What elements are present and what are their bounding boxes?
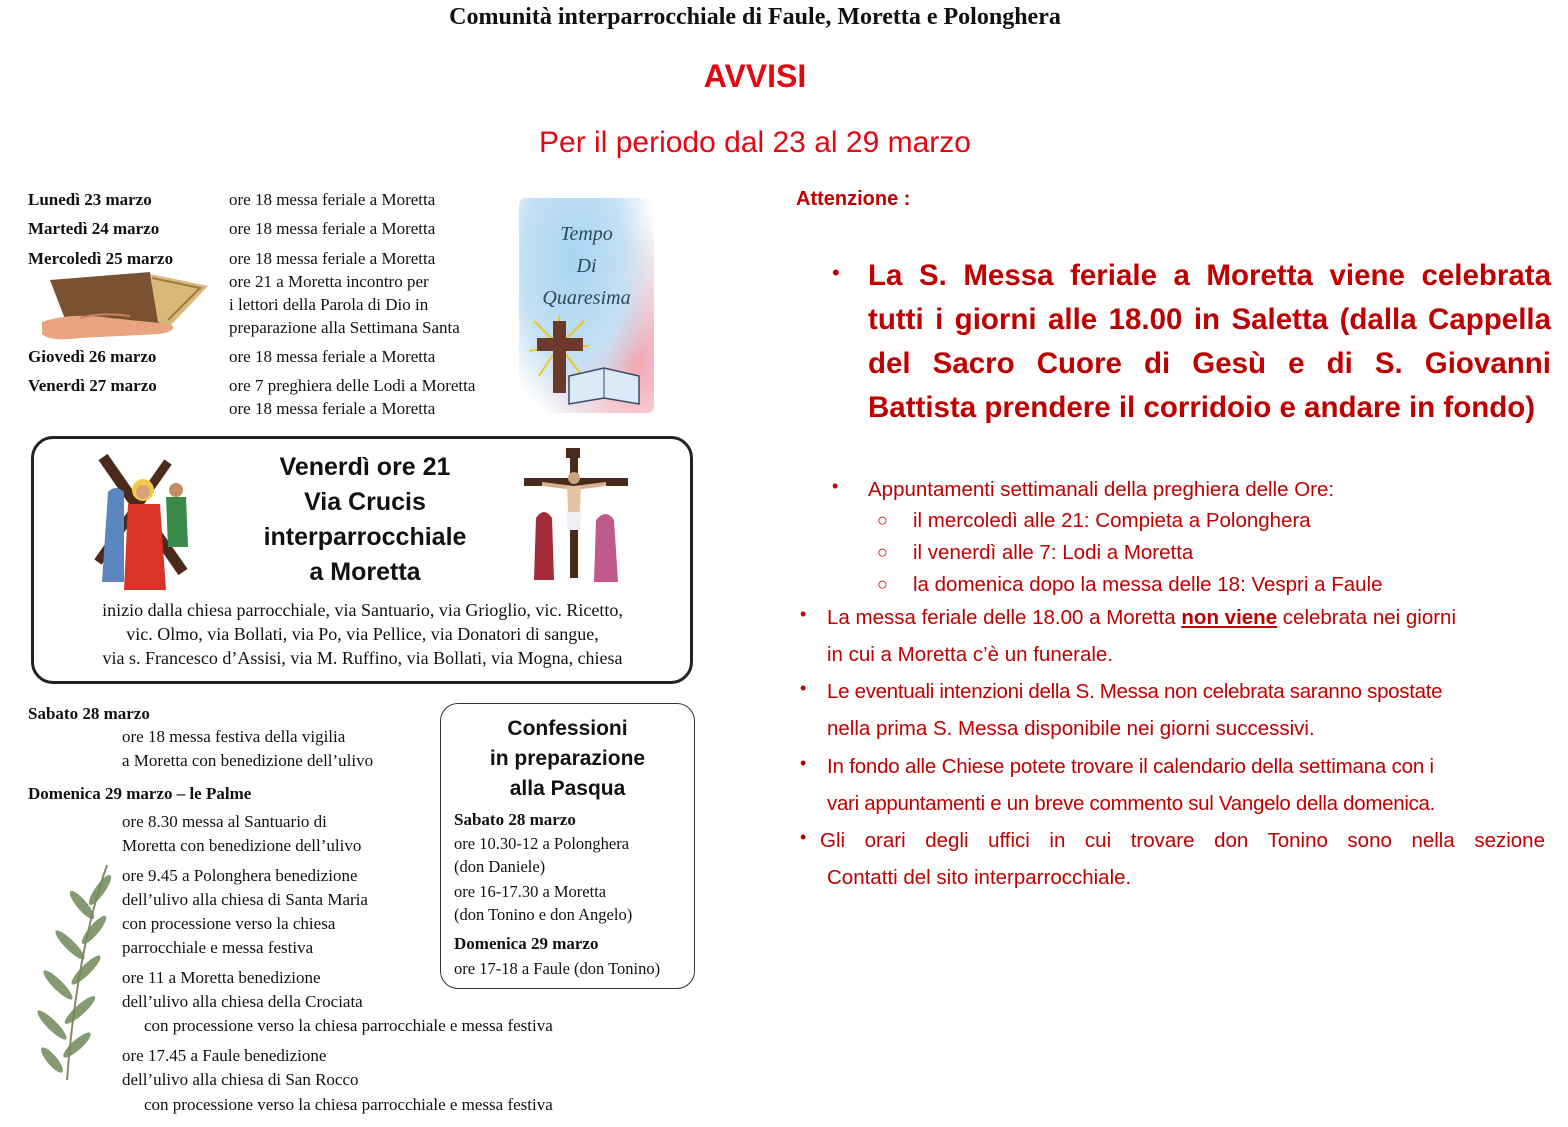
schedule-event: ore 8.30 messa al Santuario di (122, 812, 327, 831)
period-subtitle: Per il periodo dal 23 al 29 marzo (539, 126, 971, 159)
schedule-event: preparazione alla Settimana Santa (229, 318, 460, 337)
schedule-event: Moretta con benedizione dell’ulivo (122, 836, 362, 855)
bullet-icon: • (800, 827, 807, 847)
funerale-emphasis: non viene (1181, 606, 1278, 629)
via-crucis-title-line: Via Crucis (304, 488, 426, 516)
calendario-notice-line2: vari appuntamenti e un breve commento sul Vangelo della domenica. (827, 792, 1436, 815)
via-crucis-title-line: Venerdì ore 21 (279, 453, 451, 481)
schedule-event: dell’ulivo alla chiesa di San Rocco (122, 1070, 359, 1089)
via-crucis-title (200, 450, 530, 590)
main-notice: La S. Messa feriale a Moretta viene celebrata tutti i giorni alle 18.00 in Saletta (dalla Cappella del Sacro Cuore di Gesù e di S. Giovanni Battista prendere il corridoio e andare in fondo) (868, 259, 1551, 424)
confessioni-day: Domenica 29 marzo (454, 934, 599, 953)
confessioni-day: Sabato 28 marzo (454, 810, 576, 829)
funerale-notice-line2: in cui a Moretta c’è un funerale. (827, 643, 1114, 666)
calendario-notice: In fondo alle Chiese potete trovare il calendario della settimana con i (827, 755, 1434, 778)
confessioni-line: ore 16-17.30 a Moretta (454, 882, 607, 901)
quaresima-line: Tempo (560, 223, 613, 245)
appuntamento-item: il mercoledì alle 21: Compieta a Polonghera (913, 509, 1311, 532)
bullet-icon: • (800, 753, 807, 773)
intenzioni-notice-line2: nella prima S. Messa disponibile nei giorni successivi. (827, 717, 1315, 740)
route-line: via s. Francesco d’Assisi, via M. Ruffino, via Bollati, via Mogna, chiesa (102, 648, 623, 668)
book-in-hand-icon (40, 272, 212, 342)
avvisi-heading: AVVISI (703, 58, 807, 94)
funerale-text: La messa feriale delle 18.00 a Moretta (827, 606, 1182, 629)
schedule-event: ore 11 a Moretta benedizione (122, 968, 321, 987)
schedule-event: ore 18 messa feriale a Moretta (229, 347, 436, 366)
quaresima-image (519, 198, 654, 413)
schedule-event: a Moretta con benedizione dell’ulivo (122, 751, 374, 770)
cross-and-book-icon (529, 316, 649, 411)
schedule-event: dell’ulivo alla chiesa della Crociata (122, 992, 363, 1011)
quaresima-line: Di (576, 255, 597, 277)
schedule-event: ore 9.45 a Polonghera benedizione (122, 866, 358, 885)
confessioni-line: (don Tonino e don Angelo) (454, 905, 633, 924)
schedule-event: ore 7 preghiera delle Lodi a Moretta (229, 376, 476, 395)
appuntamenti-notice: Appuntamenti settimanali della preghiera delle Ore: (868, 478, 1335, 501)
schedule-day: Martedì 24 marzo (28, 219, 160, 238)
schedule-event: i lettori della Parola di Dio in (229, 295, 429, 314)
schedule-event: ore 18 messa feriale a Moretta (229, 249, 436, 268)
schedule-day: Lunedì 23 marzo (28, 190, 152, 209)
confessioni-line: ore 10.30-12 a Polonghera (454, 834, 630, 853)
schedule-event: ore 18 messa feriale a Moretta (229, 399, 436, 418)
circle-bullet-icon: ○ (877, 574, 888, 594)
confessioni-title-line: in preparazione (489, 747, 646, 770)
via-crucis-route (35, 598, 690, 670)
appuntamento-item: il venerdì alle 7: Lodi a Moretta (913, 541, 1194, 564)
confessioni-title (440, 714, 695, 804)
schedule-day: Mercoledì 25 marzo (28, 249, 174, 268)
schedule-event: dell’ulivo alla chiesa di Santa Maria (122, 890, 368, 909)
circle-bullet-icon: ○ (877, 542, 888, 562)
confessioni-title-line: alla Pasqua (509, 777, 626, 800)
schedule-day: Giovedì 26 marzo (28, 347, 157, 366)
confessioni-line: ore 17-18 a Faule (don Tonino) (454, 959, 661, 978)
schedule-event: con processione verso la chiesa (122, 914, 336, 933)
confessioni-title-line: Confessioni (507, 717, 628, 740)
uffici-notice-line2: Contatti del sito interparrocchiale. (827, 866, 1132, 889)
schedule-event: con processione verso la chiesa parrocchiale e messa festiva (144, 1095, 553, 1114)
olive-branch-icon (22, 860, 122, 1085)
funerale-text: celebrata nei giorni (1277, 606, 1457, 629)
crucifixion-icon (522, 448, 634, 590)
quaresima-caption (519, 218, 654, 314)
bullet-icon: • (800, 604, 807, 624)
schedule-event: ore 21 a Moretta incontro per (229, 272, 429, 291)
schedule-day: Venerdì 27 marzo (28, 376, 157, 395)
attenzione-label: Attenzione : (796, 188, 911, 210)
via-crucis-title-line: a Moretta (309, 558, 421, 586)
community-title: Comunità interparrocchiale di Faule, Moretta e Polonghera (449, 4, 1061, 30)
route-line: inizio dalla chiesa parrocchiale, via Santuario, via Grioglio, vic. Ricetto, (102, 600, 623, 620)
schedule-event: ore 18 messa feriale a Moretta (229, 219, 436, 238)
funerale-notice (827, 599, 1456, 636)
schedule-day: Domenica 29 marzo – le Palme (28, 784, 252, 803)
via-crucis-title-line: interparrocchiale (263, 523, 467, 551)
circle-bullet-icon: ○ (877, 510, 888, 530)
schedule-day: Sabato 28 marzo (28, 704, 150, 723)
confessioni-line: (don Daniele) (454, 857, 546, 876)
schedule-event: ore 18 messa festiva della vigilia (122, 727, 346, 746)
schedule-event: ore 17.45 a Faule benedizione (122, 1046, 327, 1065)
route-line: vic. Olmo, via Bollati, via Po, via Pellice, via Donatori di sangue, (126, 624, 599, 644)
jesus-carrying-cross-icon (88, 452, 200, 594)
appuntamento-item: la domenica dopo la messa delle 18: Vespri a Faule (913, 573, 1383, 596)
schedule-event: ore 18 messa feriale a Moretta (229, 190, 436, 209)
schedule-event: con processione verso la chiesa parrocchiale e messa festiva (144, 1016, 553, 1035)
intenzioni-notice: Le eventuali intenzioni della S. Messa non celebrata saranno spostate (827, 680, 1443, 703)
schedule-event: parrocchiale e messa festiva (122, 938, 314, 957)
bullet-icon: • (832, 260, 840, 285)
uffici-notice: Gli orari degli uffici in cui trovare don Tonino sono nella sezione (820, 829, 1545, 852)
bullet-icon: • (800, 678, 807, 698)
bullet-icon: • (832, 476, 839, 496)
quaresima-line: Quaresima (542, 287, 631, 309)
